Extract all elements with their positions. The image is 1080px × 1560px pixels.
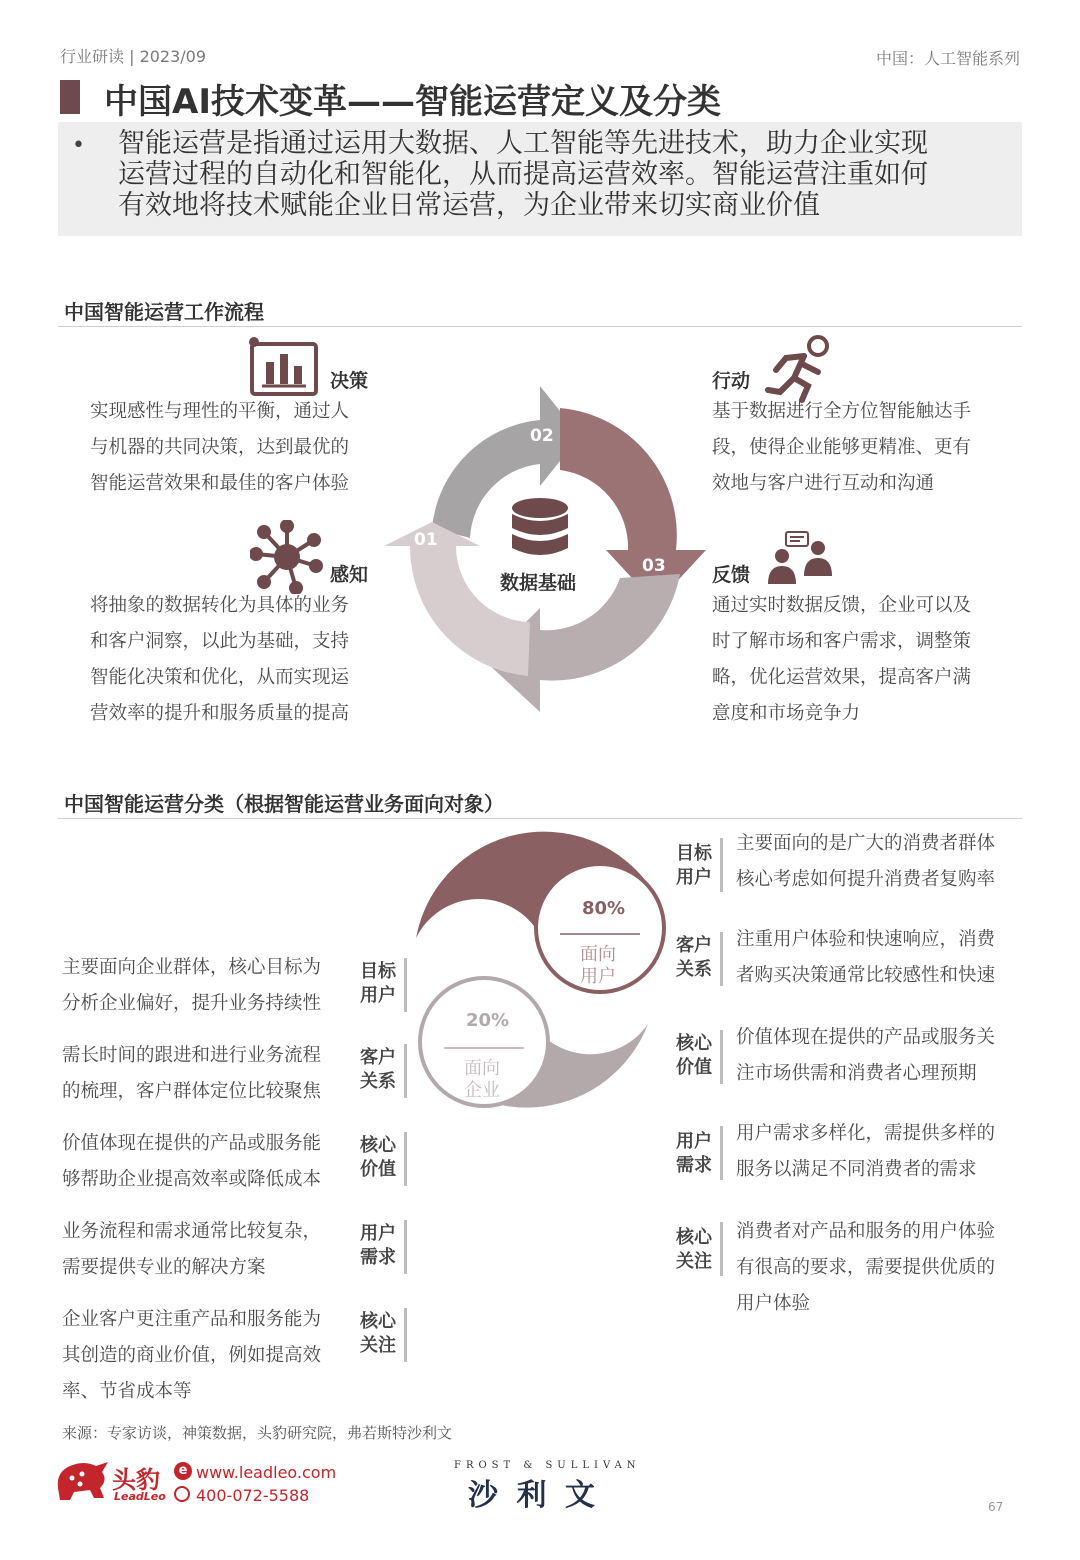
enterprise-item-line: 业务流程和需求通常比较复杂， xyxy=(62,1221,322,1242)
user-item-line: 有很高的要求，需要提供优质的 xyxy=(736,1257,996,1278)
action-line: 效地与客户进行互动和沟通 xyxy=(712,473,935,494)
decision-line: 实现感性与理性的平衡，通过人 xyxy=(90,401,350,422)
enterprise-item-line: 价值体现在提供的产品或服务能 xyxy=(62,1133,322,1154)
user-item-line: 用户体验 xyxy=(736,1293,811,1314)
tag-divider xyxy=(720,838,723,892)
tag-divider xyxy=(404,1220,407,1274)
enterprise-label xyxy=(464,1058,500,1102)
enterprise-item-line: 企业客户更注重产品和服务能为 xyxy=(62,1309,322,1330)
people-chat-icon xyxy=(762,530,838,586)
tag-divider xyxy=(720,1126,723,1180)
user-percentage: 80% xyxy=(582,898,626,919)
tag-divider xyxy=(404,958,407,1012)
step-01-number: 01 xyxy=(414,530,438,550)
tag-line: 客户 xyxy=(676,935,712,956)
perception-text xyxy=(90,588,380,732)
tag-line: 目标 xyxy=(676,843,712,864)
tag-divider xyxy=(404,1132,407,1186)
cycle-segment-03 xyxy=(560,408,706,604)
leopard-logo-icon xyxy=(54,1458,110,1502)
enterprise-label-line: 面向 xyxy=(464,1058,500,1079)
tag-divider xyxy=(720,1222,723,1276)
user-item-tag xyxy=(672,842,716,890)
tag-line: 用户 xyxy=(360,985,396,1006)
decision-line: 智能运营效果和最佳的客户体验 xyxy=(90,473,350,494)
user-item-tag xyxy=(672,1032,716,1080)
tag-line: 需求 xyxy=(676,1155,712,1176)
intro-text xyxy=(118,128,998,221)
tag-line: 价值 xyxy=(676,1057,712,1078)
brand-name-en: LeadLeo xyxy=(114,1490,166,1503)
enterprise-item-line: 需要提供专业的解决方案 xyxy=(62,1257,266,1278)
user-item-text xyxy=(736,922,1026,994)
frost-sullivan-cn: 沙 利 文 xyxy=(468,1478,599,1513)
tag-line: 关系 xyxy=(360,1071,396,1092)
tag-line: 核心 xyxy=(676,1033,712,1054)
tag-line: 需求 xyxy=(360,1247,396,1268)
user-item-text xyxy=(736,1116,1026,1188)
feedback-line: 意度和市场竞争力 xyxy=(712,703,861,724)
page-title: 中国AI技术变革——智能运营定义及分类 xyxy=(104,82,721,122)
enterprise-item-tag xyxy=(356,1310,400,1358)
user-item-tag xyxy=(672,1226,716,1274)
decision-line: 与机器的共同决策，达到最优的 xyxy=(90,437,350,458)
brand-name-cn: 头豹 xyxy=(112,1466,160,1494)
perception-line: 营效率的提升和服务质量的提高 xyxy=(90,703,350,724)
tag-line: 价值 xyxy=(360,1159,396,1180)
web-icon: e xyxy=(174,1462,192,1480)
tag-line: 用户 xyxy=(676,867,712,888)
page-number: 67 xyxy=(988,1500,1004,1514)
perception-line: 将抽象的数据转化为具体的业务 xyxy=(90,595,350,616)
user-item-line: 消费者对产品和服务的用户体验 xyxy=(736,1221,996,1242)
intro-line: 智能运营是指通过运用大数据、人工智能等先进技术，助力企业实现 xyxy=(118,128,928,159)
intro-line: 运营过程的自动化和智能化，从而提高运营效率。智能运营注重如何 xyxy=(118,159,928,190)
user-item-text xyxy=(736,1020,1026,1092)
classification-divider xyxy=(58,818,1022,819)
user-label xyxy=(580,944,616,988)
phone-number: 400-072-5588 xyxy=(196,1486,310,1505)
enterprise-percentage: 20% xyxy=(466,1010,510,1031)
tag-divider xyxy=(720,932,723,986)
data-foundation-label: 数据基础 xyxy=(500,572,577,594)
enterprise-item-line: 分析企业偏好，提升业务持续性 xyxy=(62,993,322,1014)
decision-text xyxy=(90,394,380,502)
user-item-line: 者购买决策通常比较感性和快速 xyxy=(736,965,996,986)
workflow-heading: 中国智能运营工作流程 xyxy=(64,300,264,324)
enterprise-item-line: 主要面向企业群体，核心目标为 xyxy=(62,957,322,978)
enterprise-item-text xyxy=(62,950,348,1022)
user-item-tag xyxy=(672,934,716,982)
perception-line: 和客户洞察，以此为基础，支持 xyxy=(90,631,350,652)
enterprise-label-line: 企业 xyxy=(464,1080,500,1101)
source-note: 来源：专家访谈，神策数据，头豹研究院，弗若斯特沙利文 xyxy=(62,1424,453,1442)
action-label: 行动 xyxy=(712,370,751,392)
report-tag: 行业研读 | 2023/09 xyxy=(60,47,207,66)
enterprise-item-line: 的梳理，客户群体定位比较聚焦 xyxy=(62,1081,322,1102)
enterprise-item-text xyxy=(62,1126,348,1198)
title-marker xyxy=(60,80,80,114)
workflow-divider xyxy=(58,326,1022,327)
enterprise-item-line: 够帮助企业提高效率或降低成本 xyxy=(62,1169,322,1190)
user-item-text xyxy=(736,1214,1026,1322)
enterprise-item-tag xyxy=(356,1222,400,1270)
feedback-line: 略，优化运营效果，提高客户满 xyxy=(712,667,972,688)
tag-line: 核心 xyxy=(360,1135,396,1156)
bar-chart-icon xyxy=(248,336,320,398)
action-text xyxy=(712,394,1012,502)
intro-line: 有效地将技术赋能企业日常运营，为企业带来切实商业价值 xyxy=(118,190,820,221)
tag-line: 关系 xyxy=(676,959,712,980)
tag-line: 核心 xyxy=(360,1311,396,1332)
cycle-segment-01 xyxy=(384,522,530,676)
database-icon xyxy=(512,498,568,555)
enterprise-item-line: 率、节省成本等 xyxy=(62,1381,192,1402)
user-item-line: 主要面向的是广大的消费者群体 xyxy=(736,833,996,854)
tag-line: 用户 xyxy=(676,1131,712,1152)
website-link[interactable]: www.leadleo.com xyxy=(196,1463,337,1482)
frost-sullivan-en: FROST & SULLIVAN xyxy=(454,1460,641,1471)
feedback-line: 时了解市场和客户需求，调整策 xyxy=(712,631,972,652)
user-item-line: 注重用户体验和快速响应，消费 xyxy=(736,929,996,950)
user-item-line: 服务以满足不同消费者的需求 xyxy=(736,1159,977,1180)
user-label-line: 面向 xyxy=(580,944,616,965)
tag-divider xyxy=(404,1044,407,1098)
feedback-label: 反馈 xyxy=(712,564,751,586)
virus-network-icon xyxy=(250,520,324,594)
tag-line: 客户 xyxy=(360,1047,396,1068)
tag-line: 目标 xyxy=(360,961,396,982)
enterprise-item-tag xyxy=(356,960,400,1008)
action-line: 基于数据进行全方位智能触达手 xyxy=(712,401,972,422)
phone-icon xyxy=(174,1486,190,1502)
tag-line: 关注 xyxy=(360,1335,396,1356)
enterprise-item-text xyxy=(62,1302,348,1410)
tag-divider xyxy=(404,1308,407,1362)
user-item-line: 核心考虑如何提升消费者复购率 xyxy=(736,869,996,890)
user-item-line: 价值体现在提供的产品或服务关 xyxy=(736,1027,996,1048)
series-tag: 中国：人工智能系列 xyxy=(875,49,1020,68)
classification-heading: 中国智能运营分类（根据智能运营业务面向对象） xyxy=(64,792,504,816)
enterprise-item-text xyxy=(62,1038,348,1110)
tag-divider xyxy=(720,1030,723,1084)
enterprise-item-line: 需长时间的跟进和进行业务流程 xyxy=(62,1045,322,1066)
step-02-number: 02 xyxy=(530,426,554,446)
enterprise-item-text xyxy=(62,1214,348,1286)
user-enterprise-graphic xyxy=(410,828,670,1144)
tag-line: 关注 xyxy=(676,1251,712,1272)
user-item-tag xyxy=(672,1130,716,1178)
user-label-line: 用户 xyxy=(580,966,616,987)
tag-line: 核心 xyxy=(676,1227,712,1248)
feedback-text xyxy=(712,588,1012,732)
enterprise-item-line: 其创造的商业价值，例如提高效 xyxy=(62,1345,322,1366)
enterprise-item-tag xyxy=(356,1046,400,1094)
action-line: 段，使得企业能够更精准、更有 xyxy=(712,437,972,458)
intro-bullet: • xyxy=(72,133,85,158)
perception-label: 感知 xyxy=(330,564,369,586)
step-03-number: 03 xyxy=(642,556,666,576)
user-item-text xyxy=(736,826,1026,898)
feedback-line: 通过实时数据反馈，企业可以及 xyxy=(712,595,972,616)
decision-label: 决策 xyxy=(330,370,369,392)
enterprise-item-tag xyxy=(356,1134,400,1182)
perception-line: 智能化决策和优化，从而实现运 xyxy=(90,667,350,688)
user-item-line: 注市场供需和消费者心理预期 xyxy=(736,1063,977,1084)
user-item-line: 用户需求多样化，需提供多样的 xyxy=(736,1123,996,1144)
tag-line: 用户 xyxy=(360,1223,396,1244)
